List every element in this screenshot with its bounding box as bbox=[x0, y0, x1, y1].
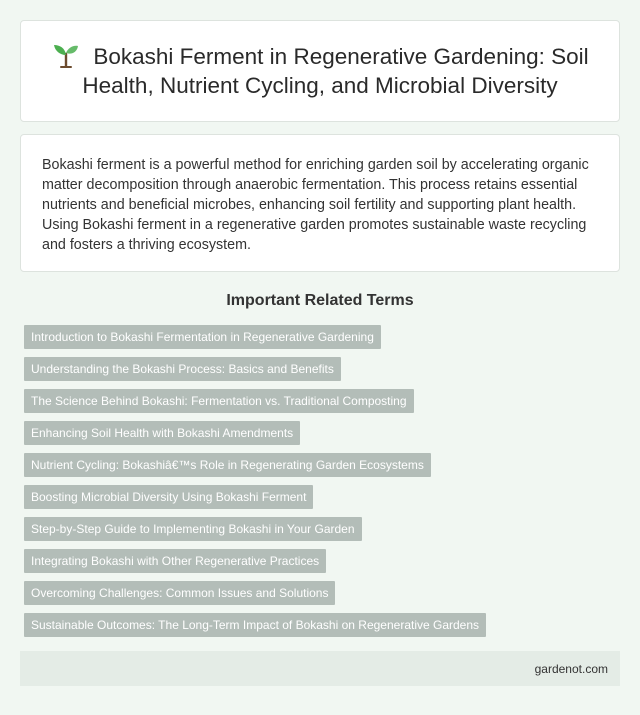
related-term-tag[interactable]: Sustainable Outcomes: The Long-Term Impact of Bokashi on Regenerative Gardens bbox=[24, 613, 486, 637]
related-term-tag[interactable]: Boosting Microbial Diversity Using Bokashi Ferment bbox=[24, 485, 313, 509]
related-term-tag[interactable]: Nutrient Cycling: Bokashiâ€™s Role in Regenerating Garden Ecosystems bbox=[24, 453, 431, 477]
page-title bbox=[35, 42, 605, 100]
related-term-tag[interactable]: Step-by-Step Guide to Implementing Bokashi in Your Garden bbox=[24, 517, 362, 541]
related-term-tag[interactable]: Integrating Bokashi with Other Regenerative Practices bbox=[24, 549, 326, 573]
related-term-tag[interactable]: Understanding the Bokashi Process: Basics and Benefits bbox=[24, 357, 341, 381]
related-terms-heading: Important Related Terms bbox=[226, 292, 414, 309]
footer-site-link[interactable]: gardenot.com bbox=[534, 661, 608, 676]
header-card bbox=[20, 20, 620, 122]
related-term-tag[interactable]: Introduction to Bokashi Fermentation in Regenerative Gardening bbox=[24, 325, 381, 349]
page-title-text: Bokashi Ferment in Regenerative Gardening: Soil Health, Nutrient Cycling, and Microbial Diversity bbox=[82, 44, 589, 98]
related-term-tag[interactable]: Overcoming Challenges: Common Issues and Solutions bbox=[24, 581, 335, 605]
related-term-tag[interactable]: The Science Behind Bokashi: Fermentation vs. Traditional Composting bbox=[24, 389, 414, 413]
intro-card bbox=[20, 134, 620, 272]
intro-text: Bokashi ferment is a powerful method for enriching garden soil by accelerating organic matter decomposition through anaerobic fermentation. This process retains essential nutrients and beneficial microbes, enhancing soil fertility and supporting plant health. Using Bokashi ferment in a regenerative garden promotes sustainable waste recycling and fosters a thriving ecosystem. bbox=[42, 157, 589, 253]
related-terms-list bbox=[24, 325, 620, 645]
seedling-icon bbox=[51, 42, 81, 68]
footer-bar bbox=[20, 651, 620, 686]
related-term-tag[interactable]: Enhancing Soil Health with Bokashi Amendments bbox=[24, 421, 300, 445]
